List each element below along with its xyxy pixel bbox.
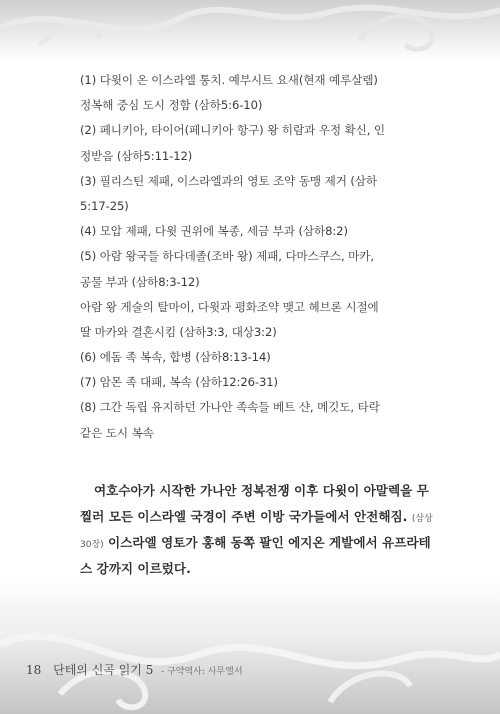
list-line: 같은 도시 복속	[80, 425, 154, 440]
scripture-reference: (삼상	[411, 514, 433, 524]
list-line: 공물 부과 (삼하8:3-12)	[80, 274, 200, 289]
top-ornament	[0, 0, 500, 60]
list-line: 정복해 중심 도시 정함 (삼하5:6-10)	[80, 98, 263, 113]
book-title: 단테의 신곡 읽기 5	[53, 663, 154, 677]
body-text: 이스라엘 영토가 홍해 동쪽 팔인 에지온 게발에서 유프라테	[103, 535, 431, 550]
bottom-ornament	[0, 574, 500, 714]
body-line: 스 강까지 이르렀다.	[80, 561, 191, 576]
list-line: 5:17-25)	[80, 198, 129, 213]
book-subtitle: - 구약역사: 사무엘서	[161, 667, 243, 677]
list-line: (5) 아람 왕국들 하다데졸(조바 왕) 제패, 다마스쿠스, 마카,	[80, 249, 374, 264]
body-paragraph	[80, 478, 433, 582]
list-line: (7) 암몬 족 대패, 복속 (삼하12:26-31)	[80, 375, 278, 390]
conquest-list	[80, 68, 410, 446]
list-line: 아람 왕 게술의 탈마이, 다윗과 평화조약 맺고 헤브론 시절에	[80, 299, 379, 314]
list-line: (4) 모압 제패, 다윗 권위에 복종, 세금 부과 (삼하8:2)	[80, 224, 348, 239]
list-line: (8) 그간 독립 유지하던 가나안 족속들 베트 샨, 메깃도, 타락	[80, 400, 380, 415]
scripture-reference: 30장)	[80, 540, 104, 550]
page-number: 18	[26, 663, 42, 677]
page-footer	[26, 661, 243, 678]
list-line: 정받음 (삼하5:11-12)	[80, 148, 193, 163]
body-line: 여호수아가 시작한 가나안 정복전쟁 이후 다윗이 아말렉을 무	[94, 483, 429, 498]
list-line: 딸 마카와 결혼시킴 (삼하3:3, 대상3:2)	[80, 324, 277, 339]
body-text: 찔러 모든 이스라엘 국경이 주변 이방 국가들에서 안전해짐.	[80, 509, 408, 524]
list-line: (6) 에돔 족 복속, 합병 (삼하8:13-14)	[80, 350, 271, 365]
list-line: (2) 페니키아, 타이어(페니키아 항구) 왕 히람과 우정 확신, 인	[80, 123, 386, 138]
list-line: (1) 다윗이 온 이스라엘 통치. 예부시트 요새(현재 예루살렘)	[80, 73, 378, 87]
body-line	[80, 504, 433, 530]
body-line	[80, 530, 431, 556]
list-line: (3) 필리스틴 제패, 이스라엘과의 영토 조약 동맹 제거 (삼하	[80, 173, 378, 188]
